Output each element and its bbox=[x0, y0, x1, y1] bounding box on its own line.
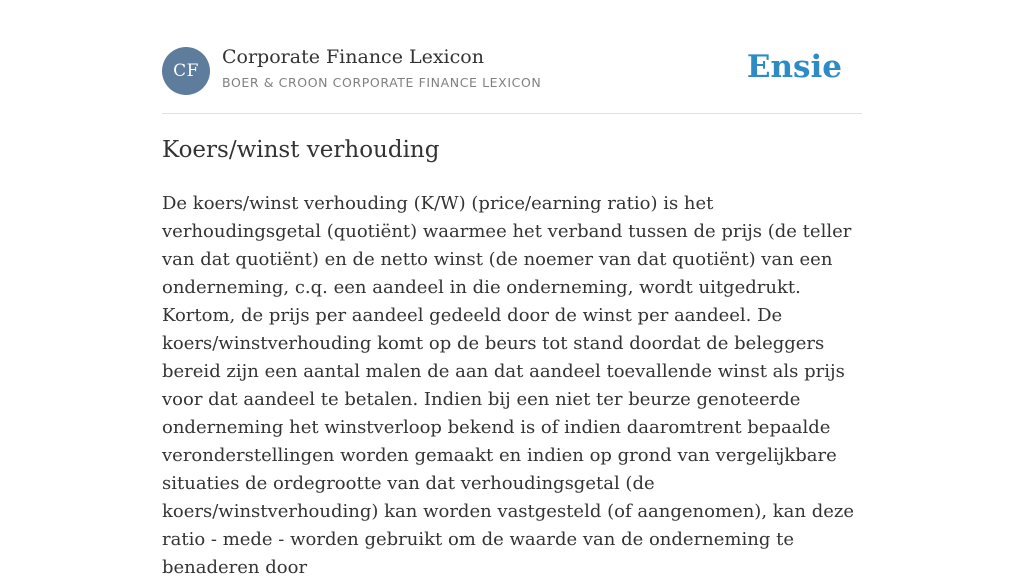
source-title[interactable]: Corporate Finance Lexicon bbox=[222, 46, 484, 68]
ensie-logo[interactable]: Ensie bbox=[746, 49, 842, 85]
source-subtitle: BOER & CROON CORPORATE FINANCE LEXICON bbox=[222, 75, 542, 90]
entry-term: Koers/winst verhouding bbox=[162, 137, 440, 163]
header-divider bbox=[162, 113, 862, 114]
entry-definition: De koers/winst verhouding (K/W) (price/earning ratio) is het verhoudingsgetal (quotiënt) waarmee het verband tussen de prijs (de teller van dat quotiënt) en de netto winst (de noemer van dat quotiënt) van een onderneming, c.q. een aandeel in die onderneming, wordt uitgedrukt. Kortom, de prijs per aandeel gedeeld door de winst per aandeel. De koers/winstverhouding komt op de beurs tot stand doordat de beleggers bereid zijn een aantal malen de aan dat aandeel toevallende winst als prijs voor dat aandeel te betalen. Indien bij een niet ter beurze genoteerde onderneming het winstverloop bekend is of indien daaromtrent bepaalde veronderstellingen worden gemaakt en indien op grond van vergelijkbare situaties de ordegrootte van dat verhoudingsgetal (de koers/winstverhouding) kan worden vastgesteld (of aangenomen), kan deze ratio - mede - worden gebruikt om de waarde van de onderneming te benaderen door bbox=[162, 193, 855, 578]
avatar[interactable]: CF bbox=[162, 47, 210, 95]
entry-header bbox=[162, 46, 862, 96]
